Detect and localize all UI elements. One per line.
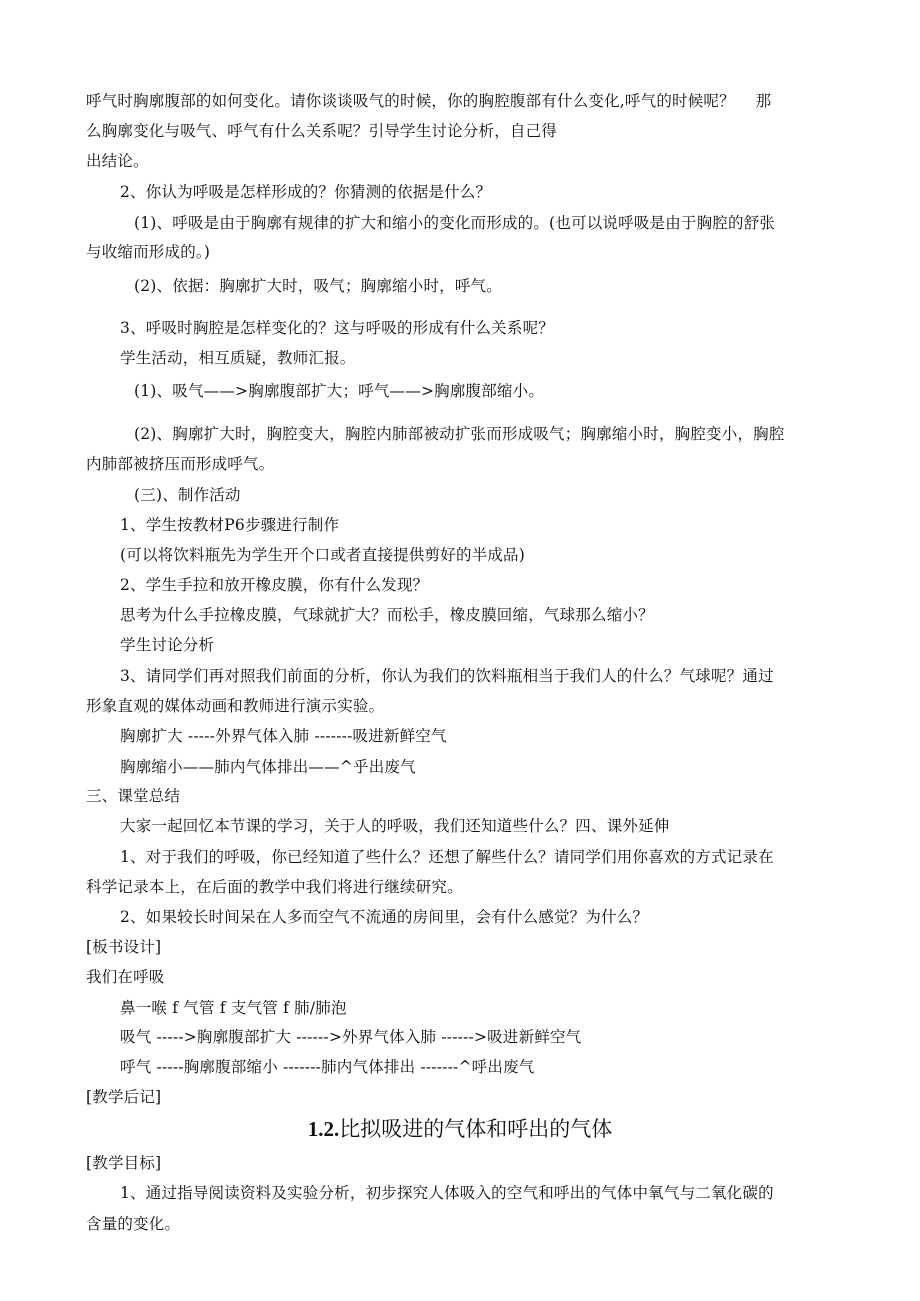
flow-line: 胸廓缩小——肺内气体排出——^乎出废气	[120, 758, 416, 776]
paragraph-line: 么胸廓变化与吸气、呼气有什么关系呢？引导学生讨论分析，自己得	[86, 122, 558, 140]
answer-line: (2)、胸廓扩大时，胸腔变大，胸腔内肺部被动扩张而形成吸气；胸廓缩小时，胸腔变小，胸腔	[134, 425, 785, 443]
flow-line: 鼻一喉 f 气管 f 支气管 f 肺/肺泡	[120, 999, 347, 1017]
step-line: 3、请同学们再对照我们前面的分析，你认为我们的饮料瓶相当于我们人的什么？气球呢？通过	[120, 667, 774, 685]
bracket-heading: [教学目标]	[86, 1154, 162, 1172]
paragraph-line: 呼气时胸廓腹部的如何变化。请你谈谈吸气的时候，你的胸腔腹部有什么变化,呼气的时候呢？ 那	[86, 92, 772, 110]
paragraph-line: 学生活动，相互质疑，教师汇报。	[120, 349, 356, 367]
answer-line: (2)、依据：胸廓扩大时，吸气；胸廓缩小时，呼气。	[134, 277, 502, 295]
step-line: 1、通过指导阅读资料及实验分析，初步探究人体吸入的空气和呼出的气体中氧气与二氧化碳的	[120, 1184, 774, 1202]
question-line: 2、你认为呼吸是怎样形成的？你猜测的依据是什么？	[120, 183, 492, 201]
flow-line: 胸廓扩大 -----外界气体入肺 -------吸进新鲜空气	[120, 727, 447, 745]
paragraph-line: 大家一起回忆本节课的学习，关于人的呼吸，我们还知道些什么？四、课外延伸	[120, 817, 670, 835]
step-line: 2、如果较长时间呆在人多而空气不流通的房间里，会有什么感觉？为什么？	[120, 908, 649, 926]
paragraph-line: 我们在呼吸	[86, 968, 165, 986]
step-line: 2、学生手拉和放开橡皮膜，你有什么发现？	[120, 576, 429, 594]
bracket-heading: [板书设计]	[86, 938, 162, 956]
section-title	[0, 1115, 920, 1143]
section-heading: 三、课堂总结	[86, 787, 181, 805]
step-line: 1、对于我们的呼吸，你已经知道了些什么？还想了解些什么？请同学们用你喜欢的方式记录在	[120, 848, 774, 866]
answer-line: (1)、呼吸是由于胸廓有规律的扩大和缩小的变化而形成的。(也可以说呼吸是由于胸腔的舒张	[134, 214, 776, 232]
note-line: (可以将饮料瓶先为学生开个口或者直接提供剪好的半成品)	[120, 546, 525, 564]
flow-line: 呼气 -----胸廓腹部缩小 -------肺内气体排出 -------^呼出废气	[120, 1058, 535, 1076]
paragraph-line: 与收缩而形成的。)	[86, 243, 211, 261]
bracket-heading: [教学后记]	[86, 1088, 162, 1106]
section-title-text: 比拟吸进的气体和呼出的气体	[339, 1117, 613, 1141]
flow-line: 吸气 ----->胸廓腹部扩大 ------>外界气体入肺 ------>吸进新鲜空气	[120, 1028, 582, 1046]
paragraph-line: 学生讨论分析	[120, 636, 215, 654]
paragraph-line: 含量的变化。	[86, 1215, 181, 1233]
section-number: 1.2.	[307, 1117, 340, 1141]
subsection-heading: (三)、制作活动	[134, 486, 241, 504]
paragraph-line: 内肺部被挤压而形成呼气。	[86, 455, 275, 473]
question-line: 3、呼吸时胸腔是怎样变化的？这与呼吸的形成有什么关系呢？	[120, 319, 554, 337]
answer-line: (1)、吸气——>胸廓腹部扩大；呼气——>胸廓腹部缩小。	[134, 382, 545, 400]
step-line: 1、学生按教材P6步骤进行制作	[120, 516, 340, 534]
paragraph-line: 形象直观的媒体动画和教师进行演示实验。	[86, 697, 385, 715]
paragraph-line: 出结论。	[86, 152, 149, 170]
paragraph-line: 思考为什么手拉橡皮膜，气球就扩大？而松手，橡皮膜回缩，气球那么缩小？	[120, 606, 654, 624]
paragraph-line: 科学记录本上，在后面的教学中我们将进行继续研究。	[86, 878, 463, 896]
